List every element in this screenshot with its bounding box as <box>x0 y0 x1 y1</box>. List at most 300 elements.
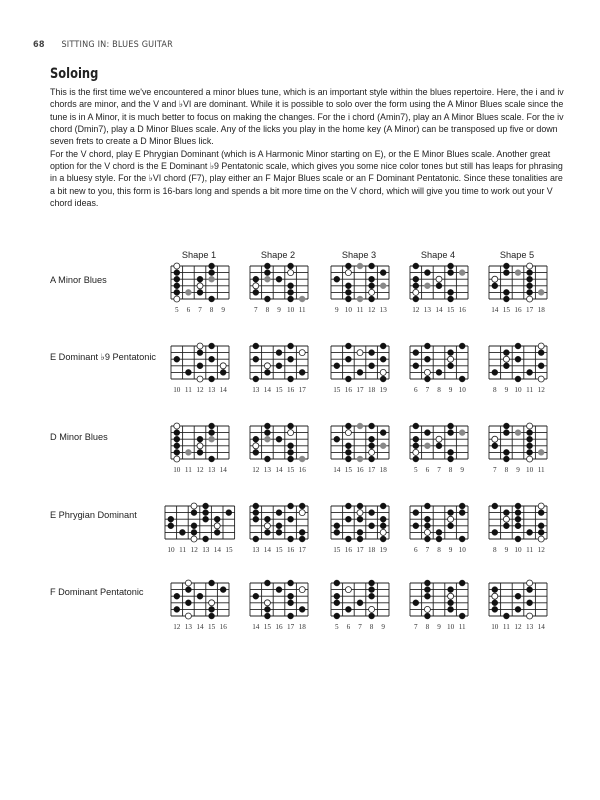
scale-name-label: F Dominant Pentatonic <box>50 587 144 597</box>
fret-number: 19 <box>379 546 387 554</box>
scale-note-dot <box>492 503 498 509</box>
scale-note-dot <box>380 516 386 522</box>
scale-note-dot <box>209 606 215 612</box>
scale-note-dot <box>197 363 203 369</box>
scale-note-dot <box>369 296 375 302</box>
scale-note-dot <box>345 516 351 522</box>
scale-note-dot <box>436 529 442 535</box>
blue-note-dot <box>264 436 270 442</box>
root-note-dot <box>214 523 220 529</box>
root-note-dot <box>174 296 180 302</box>
root-note-dot <box>380 369 386 375</box>
fret-number: 9 <box>460 466 464 474</box>
fret-number: 10 <box>526 466 534 474</box>
scale-note-dot <box>424 356 430 362</box>
blue-note-dot <box>380 283 386 289</box>
scale-note-dot <box>197 289 203 295</box>
scale-note-dot <box>448 587 454 593</box>
scale-note-dot <box>448 263 454 269</box>
scale-note-dot <box>334 593 340 599</box>
root-note-dot <box>174 423 180 429</box>
scale-note-dot <box>276 510 282 516</box>
scale-note-dot <box>413 363 419 369</box>
scale-note-dot <box>369 423 375 429</box>
scale-note-dot <box>448 270 454 276</box>
scale-note-dot <box>174 283 180 289</box>
fret-number: 7 <box>437 466 441 474</box>
scale-note-dot <box>492 283 498 289</box>
fret-number: 14 <box>263 386 271 394</box>
scale-note-dot <box>334 613 340 619</box>
scale-note-dot <box>413 456 419 462</box>
fret-number: 10 <box>173 466 181 474</box>
scale-note-dot <box>515 356 521 362</box>
fret-number: 19 <box>379 386 387 394</box>
scale-note-dot <box>288 376 294 382</box>
scale-note-dot <box>503 456 509 462</box>
fret-number: 7 <box>198 306 202 314</box>
scale-note-dot <box>380 343 386 349</box>
scale-note-dot <box>369 276 375 282</box>
root-note-dot <box>448 516 454 522</box>
scale-note-dot <box>369 350 375 356</box>
scale-note-dot <box>448 510 454 516</box>
scale-note-dot <box>424 536 430 542</box>
fret-number: 13 <box>263 466 271 474</box>
fretboard-diagram <box>488 345 548 394</box>
scale-note-dot <box>209 263 215 269</box>
blue-note-dot <box>538 289 544 295</box>
scale-note-dot <box>357 503 363 509</box>
fret-number: 14 <box>537 623 545 631</box>
fret-number: 9 <box>516 466 520 474</box>
scale-note-dot <box>226 510 232 516</box>
scale-note-dot <box>413 600 419 606</box>
scale-note-dot <box>424 523 430 529</box>
blue-note-dot <box>459 430 465 436</box>
fret-number: 11 <box>526 386 534 394</box>
root-note-dot <box>436 436 442 442</box>
scale-note-dot <box>334 363 340 369</box>
fret-number: 5 <box>175 306 179 314</box>
scale-note-dot <box>357 516 363 522</box>
root-note-dot <box>345 270 351 276</box>
scale-note-dot <box>253 503 259 509</box>
scale-note-dot <box>413 350 419 356</box>
root-note-dot <box>424 529 430 535</box>
root-note-dot <box>197 443 203 449</box>
scale-note-dot <box>197 593 203 599</box>
scale-note-dot <box>492 443 498 449</box>
fretboard-diagram <box>170 265 230 314</box>
scale-note-dot <box>357 536 363 542</box>
fret-number: 14 <box>213 546 221 554</box>
scale-note-dot <box>288 536 294 542</box>
fret-number: 8 <box>448 466 453 474</box>
scale-note-dot <box>503 350 509 356</box>
fret-number: 7 <box>414 623 418 631</box>
scale-note-dot <box>436 369 442 375</box>
fret-number: 15 <box>287 466 295 474</box>
scale-note-dot <box>276 523 282 529</box>
fret-number: 14 <box>219 466 227 474</box>
scale-note-dot <box>503 423 509 429</box>
fret-number: 11 <box>179 546 187 554</box>
scale-note-dot <box>168 516 174 522</box>
scale-note-dot <box>253 536 259 542</box>
fret-number: 13 <box>184 623 192 631</box>
scale-note-dot <box>334 436 340 442</box>
fretboard-diagram <box>170 582 230 631</box>
fret-number: 9 <box>437 623 441 631</box>
fret-number: 14 <box>219 386 227 394</box>
scale-note-dot <box>203 510 209 516</box>
fret-number: 16 <box>287 546 295 554</box>
scale-note-dot <box>369 443 375 449</box>
paragraph: For the V chord, play E Phrygian Dominant (which is A Harmonic Minor starting on E), or the E Minor Blues scale. Another great option for the V chord is the E Dominant ♭9 Pentatonic scale, which gives you some nice color tones but still has leaps for phrasing in a bluesy style. For the ♭VI chord (F7), play either an F Major Blues scale or an F Dominant Pentatonic. Since these tonalities are a bit new to you, this form is 16-bars long and spends a bit more time on the V chord, which will give you time to work out your V chord ideas. <box>50 148 563 209</box>
scale-note-dot <box>527 449 533 455</box>
scale-note-dot <box>174 606 180 612</box>
scale-note-dot <box>264 369 270 375</box>
blue-note-dot <box>357 263 363 269</box>
blue-note-dot <box>185 289 191 295</box>
scale-note-dot <box>538 529 544 535</box>
scale-note-dot <box>253 276 259 282</box>
root-note-dot <box>220 363 226 369</box>
root-note-dot <box>288 270 294 276</box>
root-note-dot <box>369 606 375 612</box>
fret-number: 12 <box>514 623 522 631</box>
scale-note-dot <box>264 296 270 302</box>
blue-note-dot <box>209 276 215 282</box>
scale-note-dot <box>220 369 226 375</box>
fret-number: 18 <box>379 466 387 474</box>
scale-name-label: A Minor Blues <box>50 275 107 285</box>
scale-note-dot <box>253 289 259 295</box>
scale-note-dot <box>191 510 197 516</box>
root-note-dot <box>413 289 419 295</box>
scale-note-dot <box>214 529 220 535</box>
blue-note-dot <box>264 276 270 282</box>
scale-note-dot <box>288 456 294 462</box>
scale-note-dot <box>174 593 180 599</box>
scale-note-dot <box>424 613 430 619</box>
root-note-dot <box>197 376 203 382</box>
scale-note-dot <box>197 350 203 356</box>
fretboard-diagram <box>249 425 309 474</box>
scale-note-dot <box>288 343 294 349</box>
scale-note-dot <box>459 510 465 516</box>
fret-number: 14 <box>435 306 443 314</box>
fret-number: 7 <box>425 386 430 394</box>
scale-note-dot <box>299 606 305 612</box>
scale-note-dot <box>527 436 533 442</box>
fret-number: 12 <box>196 386 204 394</box>
fret-number: 11 <box>356 306 364 314</box>
scale-note-dot <box>503 449 509 455</box>
fret-number: 7 <box>254 306 258 314</box>
fretboard-diagram <box>249 505 309 554</box>
root-note-dot <box>264 363 270 369</box>
scale-note-dot <box>503 510 509 516</box>
fret-number: 12 <box>196 466 204 474</box>
scale-note-dot <box>357 369 363 375</box>
scale-note-dot <box>288 593 294 599</box>
blue-note-dot <box>515 430 521 436</box>
root-note-dot <box>357 350 363 356</box>
fret-number: 10 <box>491 623 499 631</box>
root-note-dot <box>253 283 259 289</box>
fret-number: 15 <box>344 466 352 474</box>
fretboard-diagram <box>330 582 390 631</box>
root-note-dot <box>424 606 430 612</box>
scale-note-dot <box>203 536 209 542</box>
scale-note-dot <box>413 423 419 429</box>
fret-number: 12 <box>412 306 420 314</box>
fret-number: 9 <box>448 386 453 394</box>
fretboard-diagram <box>170 425 230 474</box>
scale-note-dot <box>197 276 203 282</box>
scale-note-dot <box>276 350 282 356</box>
page-number: 68 <box>33 40 45 50</box>
scale-note-dot <box>209 423 215 429</box>
scale-note-dot <box>299 529 305 535</box>
scale-note-dot <box>448 606 454 612</box>
scale-note-dot <box>424 516 430 522</box>
scale-note-dot <box>369 593 375 599</box>
fretboard-diagram <box>409 265 469 314</box>
fret-number: 8 <box>493 546 497 554</box>
scale-note-dot <box>459 613 465 619</box>
root-note-dot <box>527 296 533 302</box>
fret-number: 9 <box>277 306 281 314</box>
fretboard-diagram <box>409 582 469 631</box>
fret-number: 10 <box>287 306 295 314</box>
root-note-dot <box>538 376 544 382</box>
scale-note-dot <box>334 600 340 606</box>
scale-note-dot <box>527 430 533 436</box>
fret-number: 15 <box>333 546 341 554</box>
scale-note-dot <box>174 276 180 282</box>
scale-note-dot <box>345 456 351 462</box>
scale-note-dot <box>538 350 544 356</box>
scale-note-dot <box>209 270 215 276</box>
fret-number: 11 <box>458 623 466 631</box>
scale-note-dot <box>334 580 340 586</box>
fret-number: 16 <box>275 623 283 631</box>
scale-note-dot <box>174 289 180 295</box>
scale-note-dot <box>253 356 259 362</box>
fret-number: 18 <box>368 546 376 554</box>
scale-note-dot <box>288 600 294 606</box>
scale-note-dot <box>515 343 521 349</box>
scale-name-label: E Dominant ♭9 Pentatonic <box>50 352 156 362</box>
root-note-dot <box>264 523 270 529</box>
fret-number: 6 <box>425 466 430 474</box>
scale-note-dot <box>459 376 465 382</box>
scale-note-dot <box>345 283 351 289</box>
scale-note-dot <box>191 523 197 529</box>
scale-note-dot <box>345 296 351 302</box>
fret-number: 9 <box>221 306 225 314</box>
fretboard-diagram <box>409 505 469 554</box>
scale-note-dot <box>168 523 174 529</box>
scale-note-dot <box>413 296 419 302</box>
fret-number: 18 <box>537 306 545 314</box>
scale-note-dot <box>503 613 509 619</box>
scale-note-dot <box>380 523 386 529</box>
shape-header: Shape 1 <box>181 250 217 260</box>
fret-number: 12 <box>252 466 260 474</box>
root-note-dot <box>197 343 203 349</box>
fret-number: 17 <box>298 546 306 554</box>
fret-number: 10 <box>458 386 466 394</box>
scale-note-dot <box>369 580 375 586</box>
scale-note-dot <box>264 606 270 612</box>
scale-note-dot <box>369 523 375 529</box>
fret-number: 16 <box>344 546 352 554</box>
scale-note-dot <box>203 516 209 522</box>
scale-note-dot <box>185 600 191 606</box>
root-note-dot <box>503 356 509 362</box>
root-note-dot <box>191 536 197 542</box>
scale-note-dot <box>413 283 419 289</box>
scale-note-dot <box>345 263 351 269</box>
scale-note-dot <box>345 443 351 449</box>
scale-note-dot <box>214 516 220 522</box>
fret-number: 15 <box>275 386 283 394</box>
scale-note-dot <box>515 516 521 522</box>
blue-note-dot <box>538 449 544 455</box>
root-note-dot <box>369 289 375 295</box>
root-note-dot <box>345 587 351 593</box>
root-note-dot <box>436 276 442 282</box>
shape-header: Shape 4 <box>420 250 456 260</box>
scale-note-dot <box>345 503 351 509</box>
scale-note-dot <box>345 536 351 542</box>
scale-note-dot <box>288 283 294 289</box>
scale-note-dot <box>264 430 270 436</box>
scale-note-dot <box>448 600 454 606</box>
scale-note-dot <box>276 276 282 282</box>
scale-note-dot <box>288 423 294 429</box>
scale-note-dot <box>357 600 363 606</box>
blue-note-dot <box>299 296 305 302</box>
fret-number: 13 <box>526 623 534 631</box>
scale-note-dot <box>264 270 270 276</box>
scale-note-dot <box>527 587 533 593</box>
root-note-dot <box>209 600 215 606</box>
root-note-dot <box>413 449 419 455</box>
paragraph: This is the first time we've encountered a minor blues tune, which is an important style within the blues repertoire. Here, the i and iv chords are minor, and the V and ♭VI are dominant. While it is possible to solo over the form using the A Minor Blues scale since the tune is in A Minor, it is much better to focus on making the changes. For the i chord (Amin7), play an A Minor Blues scale. For the iv chord (Dmin7), play a D Minor Blues scale. Any of the licks you play in the home key (A Minor) can be transposed up five or down seven frets to create a D Minor Blues lick. <box>50 87 564 147</box>
fretboard-diagram <box>488 265 548 314</box>
root-note-dot <box>492 276 498 282</box>
scale-note-dot <box>424 343 430 349</box>
scale-note-dot <box>288 516 294 522</box>
fret-number: 15 <box>275 546 283 554</box>
fret-number: 16 <box>219 623 227 631</box>
shape-header: Shape 2 <box>260 250 296 260</box>
scale-note-dot <box>185 369 191 375</box>
scale-note-dot <box>345 343 351 349</box>
fret-number: 5 <box>414 466 418 474</box>
fret-number: 15 <box>263 623 271 631</box>
scale-note-dot <box>413 443 419 449</box>
fret-number: 11 <box>502 623 510 631</box>
fret-number: 18 <box>368 386 376 394</box>
blue-note-dot <box>209 436 215 442</box>
scale-note-dot <box>448 430 454 436</box>
fret-number: 17 <box>356 546 364 554</box>
scale-note-dot <box>288 580 294 586</box>
blue-note-dot <box>357 456 363 462</box>
scale-note-dot <box>459 343 465 349</box>
scale-note-dot <box>345 423 351 429</box>
scale-note-dot <box>503 430 509 436</box>
root-note-dot <box>288 430 294 436</box>
scale-note-dot <box>334 523 340 529</box>
scale-note-dot <box>448 449 454 455</box>
fret-number: 8 <box>493 386 497 394</box>
scale-note-dot <box>369 456 375 462</box>
fret-number: 16 <box>298 466 306 474</box>
root-note-dot <box>185 613 191 619</box>
fret-number: 10 <box>514 546 522 554</box>
scale-note-dot <box>288 503 294 509</box>
scale-note-dot <box>253 510 259 516</box>
scale-note-dot <box>174 436 180 442</box>
scale-note-dot <box>253 593 259 599</box>
scale-note-dot <box>538 523 544 529</box>
scale-note-dot <box>253 343 259 349</box>
scale-note-dot <box>424 376 430 382</box>
blue-note-dot <box>380 443 386 449</box>
fret-number: 11 <box>184 466 192 474</box>
root-note-dot <box>197 283 203 289</box>
scale-note-dot <box>459 580 465 586</box>
scale-note-dot <box>299 503 305 509</box>
root-note-dot <box>253 443 259 449</box>
scale-note-dot <box>515 536 521 542</box>
scale-note-dot <box>197 449 203 455</box>
scale-note-dot <box>299 536 305 542</box>
scale-note-dot <box>345 356 351 362</box>
fret-number: 8 <box>504 466 509 474</box>
scale-note-dot <box>448 296 454 302</box>
scale-note-dot <box>424 580 430 586</box>
scale-note-dot <box>264 456 270 462</box>
scale-note-dot <box>436 283 442 289</box>
scale-note-dot <box>538 363 544 369</box>
fret-number: 17 <box>287 623 295 631</box>
fretboard-diagram <box>330 425 390 474</box>
fret-number: 7 <box>493 466 497 474</box>
scale-note-dot <box>369 263 375 269</box>
scale-note-dot <box>527 369 533 375</box>
fret-number: 14 <box>491 306 499 314</box>
scale-note-dot <box>174 449 180 455</box>
scale-note-dot <box>436 443 442 449</box>
scale-note-dot <box>380 536 386 542</box>
fret-number: 11 <box>184 386 192 394</box>
fret-number: 10 <box>173 386 181 394</box>
scale-note-dot <box>492 600 498 606</box>
fret-number: 16 <box>287 386 295 394</box>
scale-note-dot <box>515 510 521 516</box>
running-title: SITTING IN: BLUES GUITAR <box>61 40 173 50</box>
root-note-dot <box>492 593 498 599</box>
scale-note-dot <box>174 356 180 362</box>
